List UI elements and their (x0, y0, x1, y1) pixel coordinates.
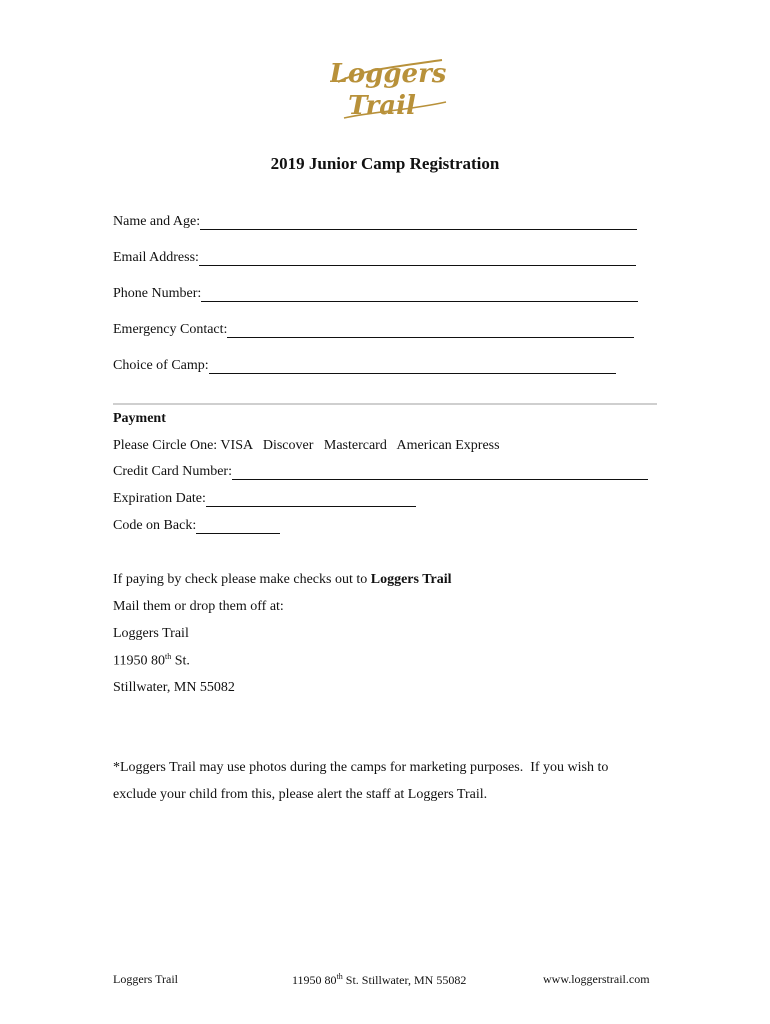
address-street-rest: St. (171, 653, 190, 669)
camp-choice-line[interactable] (209, 360, 616, 374)
email-label: Email Address: (113, 250, 199, 265)
phone-field[interactable] (113, 286, 638, 302)
address-city: Stillwater, MN 55082 (113, 680, 235, 695)
phone-label: Phone Number: (113, 286, 202, 301)
mail-instructions: Mail them or drop them off at: (113, 599, 284, 614)
card-number-field[interactable] (113, 464, 648, 480)
address-name: Loggers Trail (113, 626, 189, 641)
loggers-trail-logo (330, 52, 450, 124)
emergency-contact-line[interactable] (227, 324, 634, 338)
address-street (113, 652, 190, 670)
card-number-line[interactable] (232, 466, 648, 480)
expiration-line[interactable] (206, 493, 416, 507)
name-age-label: Name and Age: (113, 214, 201, 229)
photo-note-line2: exclude your child from this, please alert the staff at Loggers Trail. (113, 787, 488, 802)
code-field[interactable] (113, 518, 280, 534)
camp-choice-label: Choice of Camp: (113, 358, 209, 373)
footer-website[interactable]: www.loggerstrail.com (543, 972, 650, 986)
footer-address (292, 972, 466, 988)
page-title: 2019 Junior Camp Registration (270, 154, 500, 173)
email-line[interactable] (199, 252, 636, 266)
payment-heading: Payment (113, 411, 166, 426)
footer-address-rest: St. Stillwater, MN 55082 (342, 973, 467, 987)
photo-note-line1: *Loggers Trail may use photos during the camps for marketing purposes. If you wish to (113, 760, 609, 775)
footer-left: Loggers Trail (113, 972, 179, 986)
check-instructions-text: If paying by check please make checks out to (113, 572, 371, 587)
name-age-line[interactable] (200, 216, 637, 230)
address-street-suffix: th (164, 652, 172, 661)
code-line[interactable] (196, 520, 280, 534)
address-street-number: 11950 80 (113, 653, 165, 669)
check-instructions (113, 572, 452, 588)
email-field[interactable] (113, 250, 636, 266)
emergency-contact-field[interactable] (113, 322, 634, 338)
expiration-label: Expiration Date: (113, 491, 206, 506)
section-divider (113, 403, 657, 405)
footer-address-suffix: th (336, 972, 343, 981)
expiration-field[interactable] (113, 491, 416, 507)
logo-line1: Loggers (330, 59, 447, 89)
emergency-contact-label: Emergency Contact: (113, 322, 228, 337)
card-type-options: Please Circle One: VISA Discover Mastercard American Express (113, 438, 500, 453)
name-age-field[interactable] (113, 214, 637, 230)
code-label: Code on Back: (113, 518, 197, 533)
card-number-label: Credit Card Number: (113, 464, 232, 479)
payee-name: Loggers Trail (370, 572, 452, 587)
phone-line[interactable] (201, 288, 638, 302)
footer-address-number: 11950 80 (292, 973, 337, 987)
logo-line2: Trail (348, 91, 416, 121)
camp-choice-field[interactable] (113, 358, 616, 374)
